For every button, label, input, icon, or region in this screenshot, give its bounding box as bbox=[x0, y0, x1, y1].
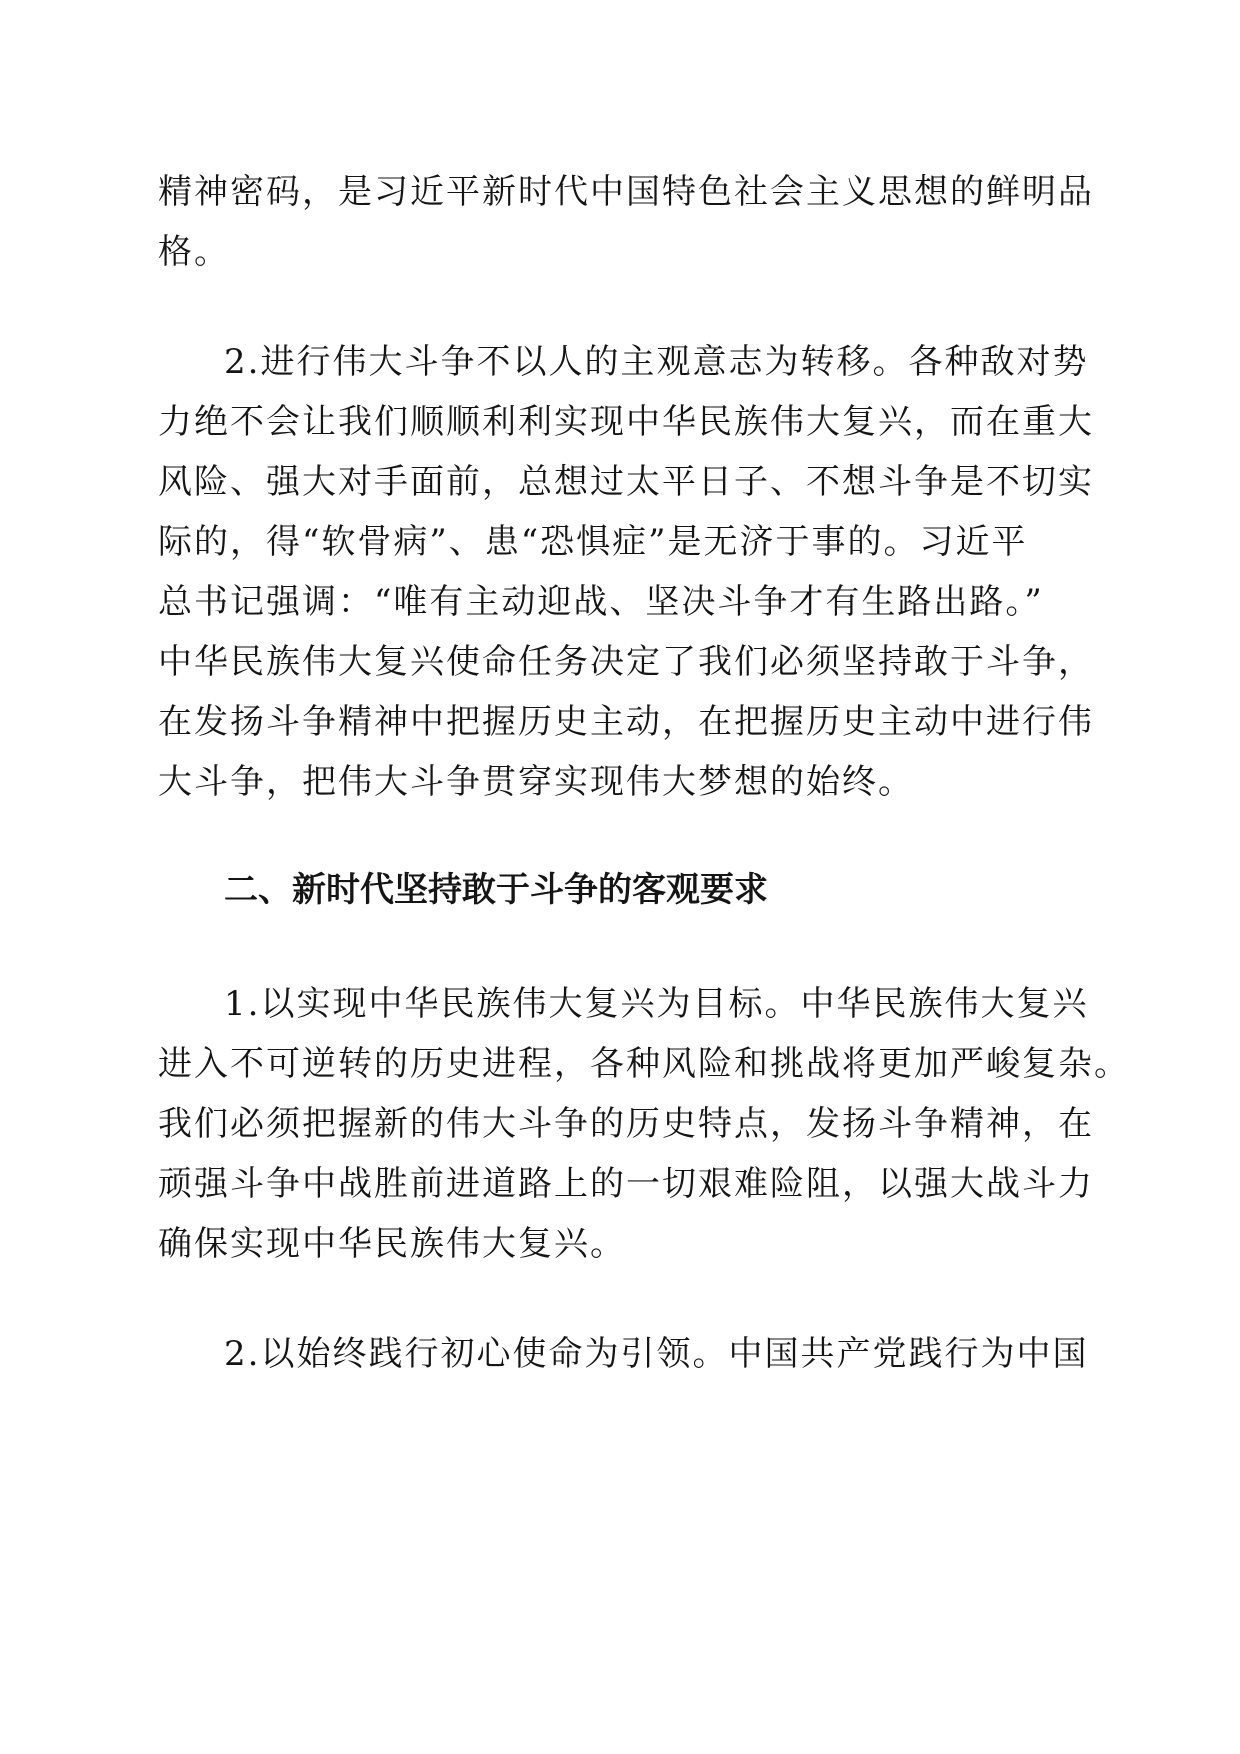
paragraph-line: 在发扬斗争精神中把握历史主动，在把握历史主动中进行伟 bbox=[158, 702, 1094, 742]
paragraph-line: 格。 bbox=[158, 232, 230, 272]
paragraph-line: 1.以实现中华民族伟大复兴为目标。中华民族伟大复兴 bbox=[224, 984, 1089, 1024]
paragraph-line: 2.进行伟大斗争不以人的主观意志为转移。各种敌对势 bbox=[224, 342, 1089, 382]
paragraph-line: 力绝不会让我们顺顺利利实现中华民族伟大复兴，而在重大 bbox=[158, 402, 1094, 442]
paragraph-line: 我们必须把握新的伟大斗争的历史特点，发扬斗争精神，在 bbox=[158, 1104, 1094, 1144]
paragraph-line: 风险、强大对手面前，总想过太平日子、不想斗争是不切实 bbox=[158, 462, 1094, 502]
paragraph-line: 确保实现中华民族伟大复兴。 bbox=[158, 1224, 626, 1264]
paragraph-line: 进入不可逆转的历史进程，各种风险和挑战将更加严峻复杂。 bbox=[158, 1044, 1130, 1084]
paragraph-line: 总书记强调：“唯有主动迎战、坚决斗争才有生路出路。” bbox=[158, 582, 1044, 622]
paragraph-line: 精神密码，是习近平新时代中国特色社会主义思想的鲜明品 bbox=[158, 172, 1094, 212]
paragraph-line: 中华民族伟大复兴使命任务决定了我们必须坚持敢于斗争， bbox=[158, 642, 1094, 682]
paragraph-line: 际的，得“软骨病”、患“恐惧症”是无济于事的。习近平 bbox=[158, 522, 1028, 562]
paragraph-line: 大斗争，把伟大斗争贯穿实现伟大梦想的始终。 bbox=[158, 762, 914, 802]
paragraph-line: 顽强斗争中战胜前进道路上的一切艰难险阻，以强大战斗力 bbox=[158, 1164, 1094, 1204]
paragraph-line: 2.以始终践行初心使命为引领。中国共产党践行为中国 bbox=[224, 1334, 1089, 1374]
section-heading: 二、新时代坚持敢于斗争的客观要求 bbox=[224, 870, 768, 910]
